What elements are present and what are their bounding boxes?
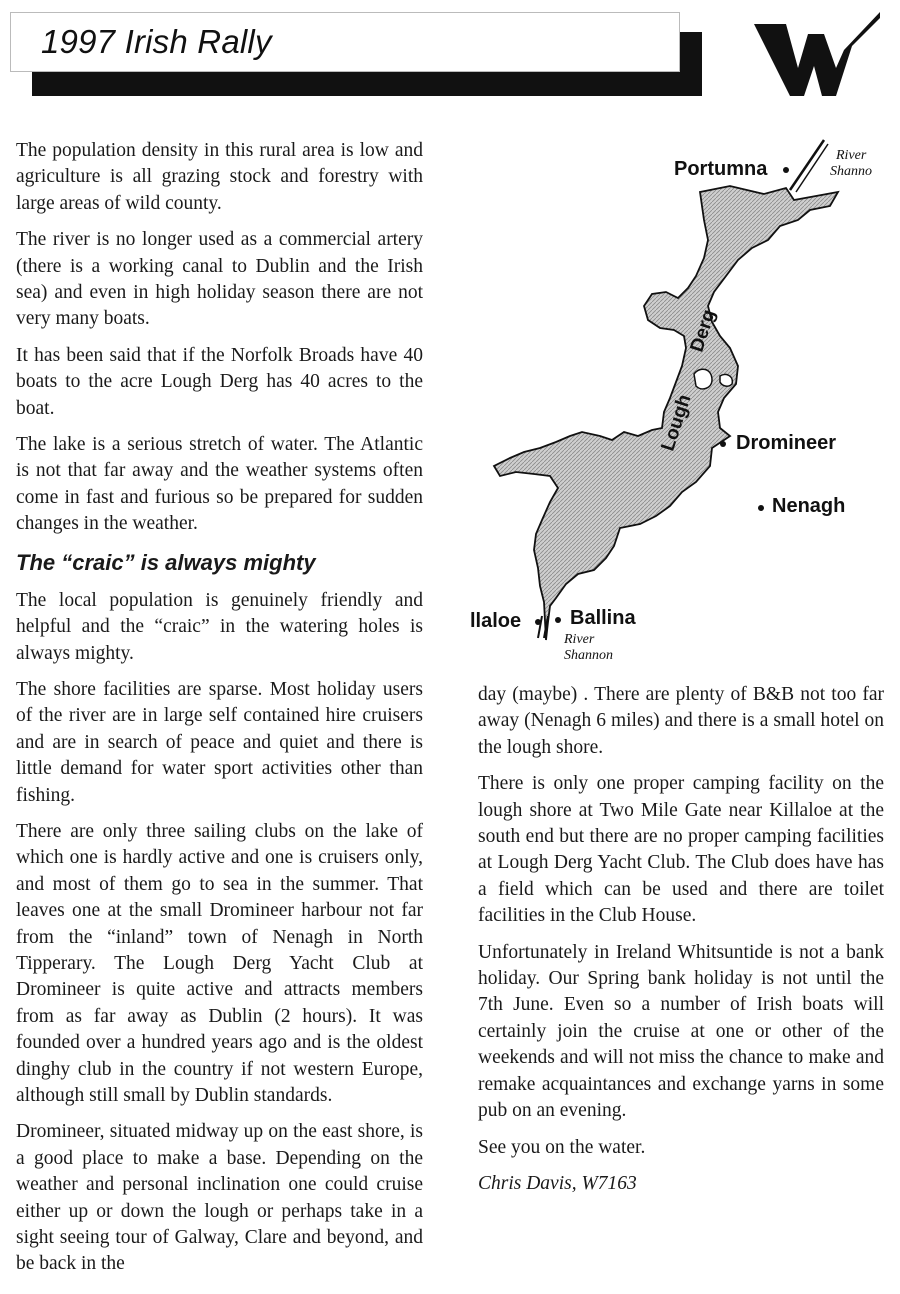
town-nenagh: Nenagh [772, 495, 846, 517]
town-portumna: Portumna [674, 158, 768, 180]
page-title: 1997 Irish Rally [41, 23, 272, 60]
paragraph: day (maybe) . There are plenty of B&B not too far away (Nenagh 6 miles) and there is a small hotel on the lough shore. [478, 684, 884, 758]
paragraph: Dromineer, situated midway up on the east shore, is a good place to make a base. Depending on the weather and personal inclination one could cruise either up or down the lough or perhaps take in a sight seeing tour of Galway, Clare and beyond, and be back in the [16, 1121, 423, 1275]
section-subheading: The “craic” is always mighty [16, 549, 316, 575]
river-label-line: Shanno [830, 164, 872, 179]
w-logo-icon [752, 10, 882, 98]
paragraph: There are only three sailing clubs on the lake of which one is hardly active and one is cruisers only, and most of them go to sea in the summer. That leaves one at the small Dromineer harbour not far from the “inland” town of Nenagh in North Tipperary. The Lough Derg Yacht Club at Dromineer is quite active and attracts members from as far away as Dublin (2 hours). It was founded over a hundred years ago and is the oldest dinghy club in the country if not western Europe, although still small by Dublin standards. [16, 820, 423, 1106]
signature: Chris Davis, W7163 [478, 1172, 637, 1194]
paragraph: Unfortunately in Ireland Whitsuntide is not a bank holiday. Our Spring bank holiday is not until the 7th June. Even so a number of Irish boats will certainly join the cruise at one or other of the weekends and will not miss the chance to make and remake acquaintances and exchange yarns in some pub on an evening. [478, 941, 884, 1122]
right-column [478, 682, 884, 1207]
paragraph: The population density in this rural area is low and agriculture is all grazing stock and forestry with large areas of wild county. [16, 140, 423, 214]
lake-name-lough: Lough [657, 392, 696, 454]
paragraph: The lake is a serious stretch of water. The Atlantic is not that far away and the weather systems often come in fast and furious so be prepared for sudden changes in the weather. [16, 434, 423, 535]
town-ballina: Ballina [570, 607, 636, 629]
paragraph: There is only one proper camping facility on the lough shore at Two Mile Gate near Killaloe at the south end but there are no proper camping facilities at Lough Derg Yacht Club. The Club does have has a field which can be used and there are toilet facilities in the Club House. [478, 773, 884, 927]
lough-derg-map [468, 130, 888, 675]
paragraph: The shore facilities are sparse. Most holiday users of the river are in large self contained hire cruisers and are in search of peace and quiet and there is little demand for water sport activities other than fishing. [16, 678, 423, 806]
paragraph: See you on the water. [478, 1136, 646, 1158]
river-label-line: River [564, 632, 595, 647]
town-killaloe: llaloe [470, 610, 522, 632]
lake-name-derg: Derg [686, 307, 720, 355]
river-label-north [830, 148, 872, 180]
river-label-line: Shannon [564, 648, 613, 663]
paragraph: It has been said that if the Norfolk Broads have 40 boats to the acre Lough Derg has 40 acres to the boat. [16, 344, 423, 419]
town-dromineer: Dromineer [736, 432, 837, 454]
paragraph: The river is no longer used as a commercial artery (there is a working canal to Dublin and the Irish sea) and even in high holiday season there are not very many boats. [16, 229, 423, 330]
river-label-line: River [836, 148, 867, 163]
left-column [16, 138, 423, 1288]
paragraph: The local population is genuinely friendly and helpful and the “craic” in the watering holes is always mighty. [16, 589, 423, 664]
river-label-south [564, 632, 613, 664]
title-box [10, 12, 680, 72]
